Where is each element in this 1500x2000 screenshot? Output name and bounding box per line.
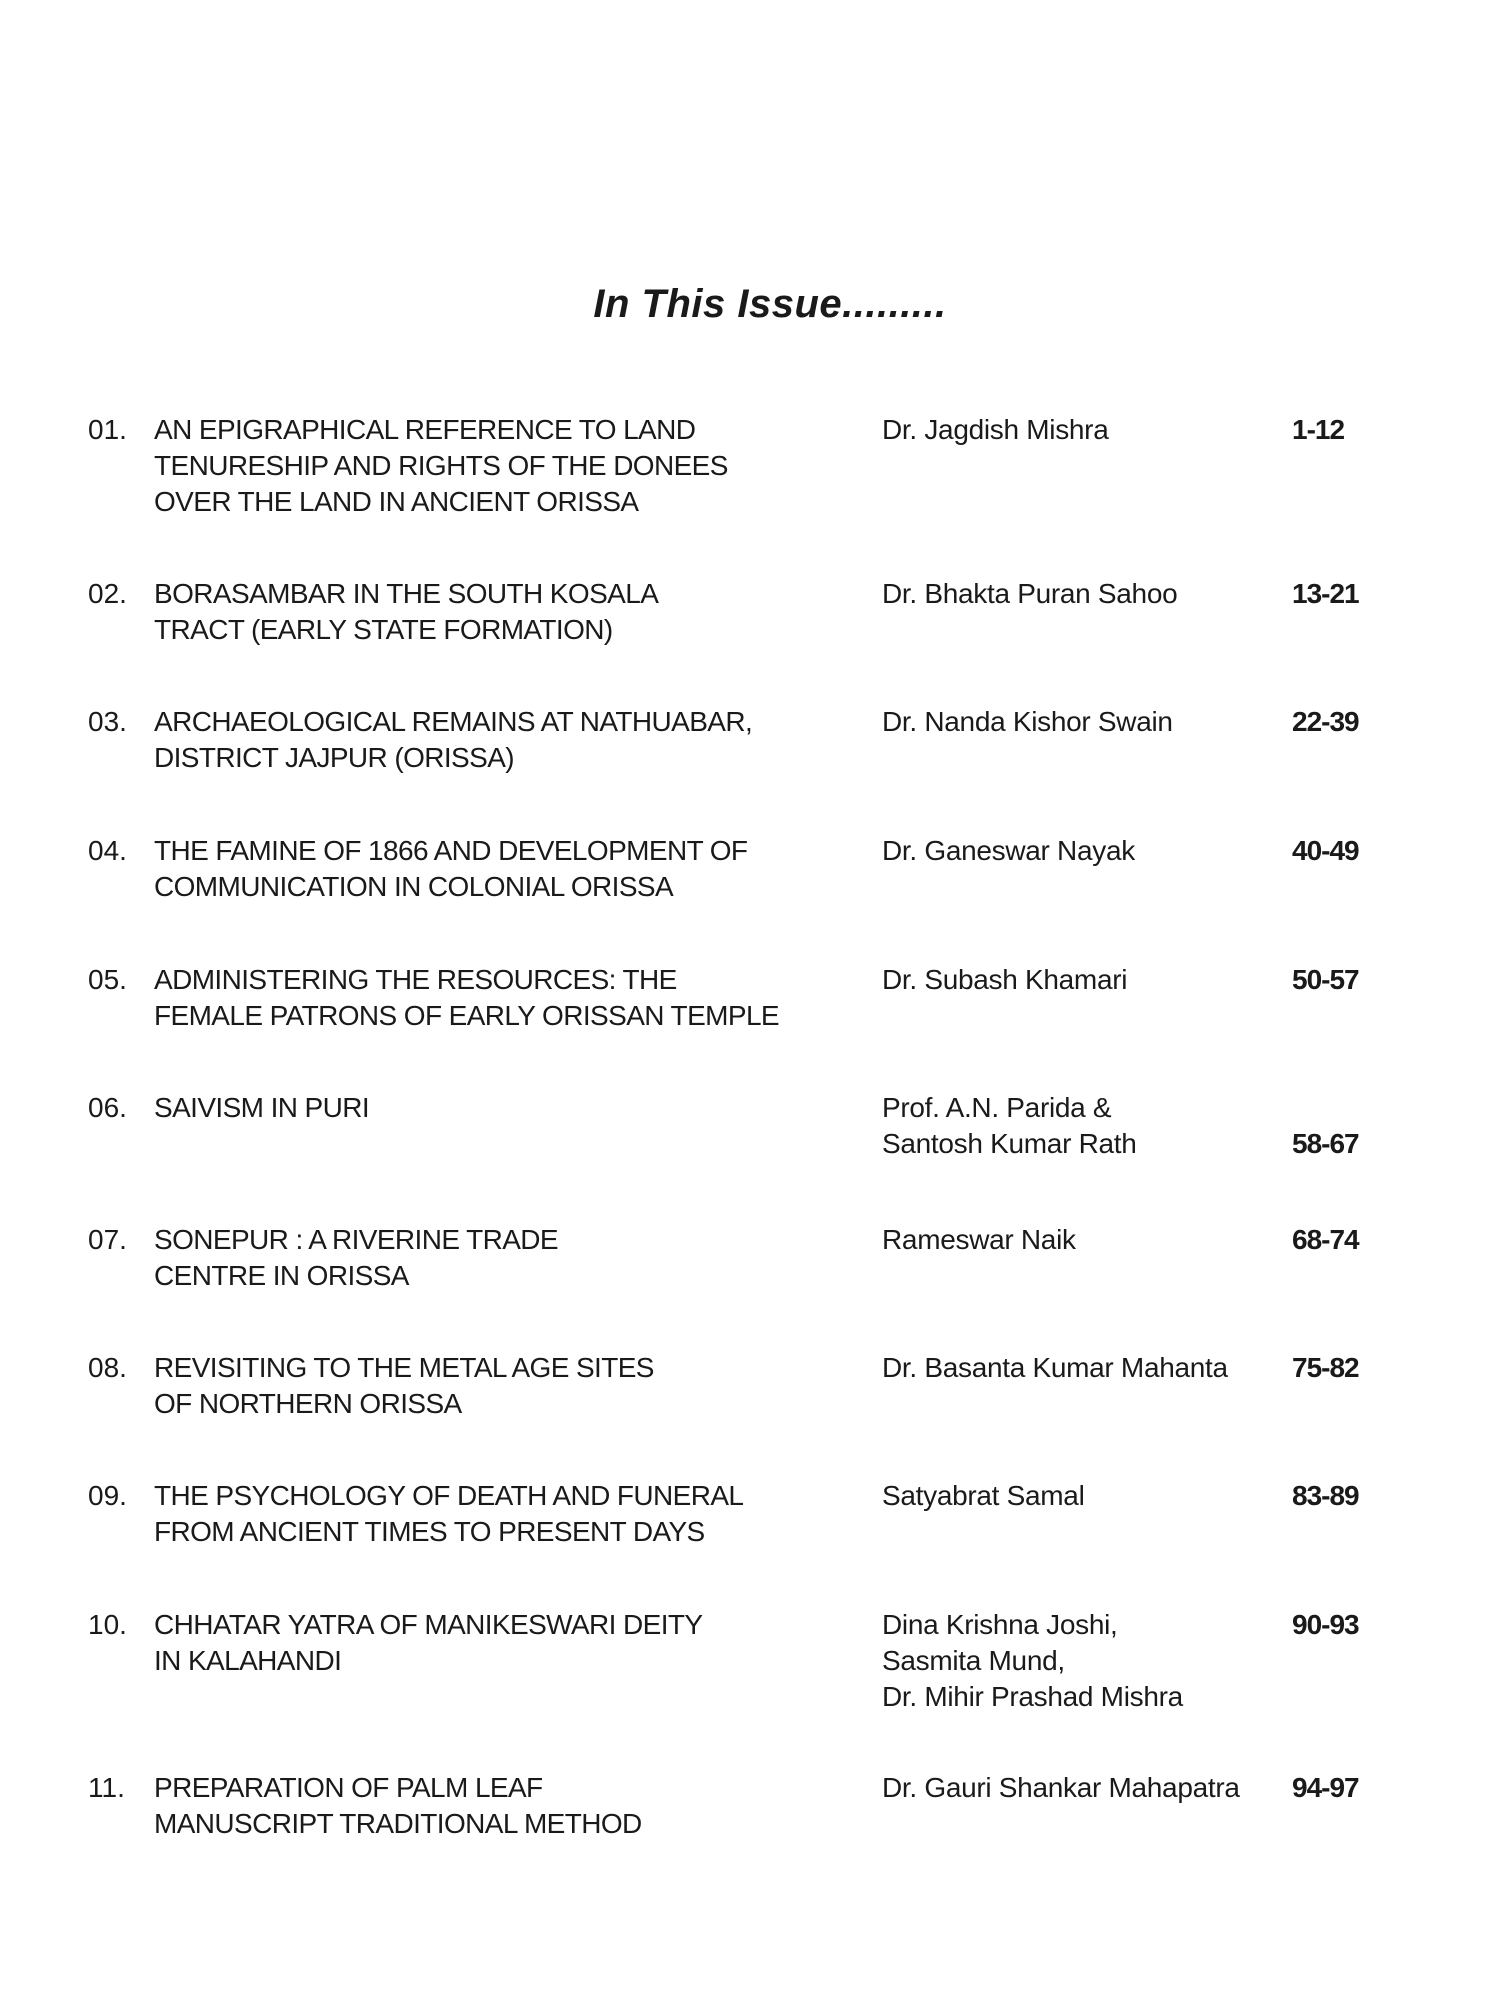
entry-title: PREPARATION OF PALM LEAF MANUSCRIPT TRADITIONAL METHOD bbox=[154, 1772, 642, 1839]
entry-author: Dr. Jagdish Mishra bbox=[882, 414, 1109, 445]
entry-pages: 58-67 bbox=[1292, 1128, 1359, 1159]
entry-pages: 50-57 bbox=[1292, 964, 1359, 995]
entry-number: 05. bbox=[88, 964, 127, 995]
page-title: In This Issue......... bbox=[593, 282, 947, 326]
entry-number: 06. bbox=[88, 1092, 127, 1123]
entry-pages: 13-21 bbox=[1292, 578, 1359, 609]
entry-number: 09. bbox=[88, 1480, 127, 1511]
entry-title: ARCHAEOLOGICAL REMAINS AT NATHUABAR, DISTRICT JAJPUR (ORISSA) bbox=[154, 706, 753, 773]
entry-pages: 68-74 bbox=[1292, 1224, 1359, 1255]
entry-number: 10. bbox=[88, 1609, 127, 1640]
entry-author: Dr. Basanta Kumar Mahanta bbox=[882, 1352, 1228, 1383]
entry-author: Dr. Gauri Shankar Mahapatra bbox=[882, 1772, 1240, 1803]
entry-pages: 83-89 bbox=[1292, 1480, 1359, 1511]
entry-author: Dr. Ganeswar Nayak bbox=[882, 835, 1135, 866]
entry-title: THE PSYCHOLOGY OF DEATH AND FUNERAL FROM ANCIENT TIMES TO PRESENT DAYS bbox=[154, 1480, 744, 1547]
entry-pages: 75-82 bbox=[1292, 1352, 1359, 1383]
entry-number: 01. bbox=[88, 414, 127, 445]
entry-title: SONEPUR : A RIVERINE TRADE CENTRE IN ORISSA bbox=[154, 1224, 558, 1291]
entry-author: Dr. Bhakta Puran Sahoo bbox=[882, 578, 1178, 609]
entry-pages: 40-49 bbox=[1292, 835, 1359, 866]
entry-pages: 94-97 bbox=[1292, 1772, 1359, 1803]
entry-title: CHHATAR YATRA OF MANIKESWARI DEITY IN KALAHANDI bbox=[154, 1609, 703, 1676]
entry-author: Dina Krishna Joshi, Sasmita Mund, Dr. Mihir Prashad Mishra bbox=[882, 1609, 1183, 1712]
entry-author: Satyabrat Samal bbox=[882, 1480, 1085, 1511]
entry-pages: 90-93 bbox=[1292, 1609, 1359, 1640]
entry-title: REVISITING TO THE METAL AGE SITES OF NORTHERN ORISSA bbox=[154, 1352, 654, 1419]
entry-title: AN EPIGRAPHICAL REFERENCE TO LAND TENURESHIP AND RIGHTS OF THE DONEES OVER THE LAND IN ANCIENT ORISSA bbox=[154, 414, 728, 517]
entry-title: SAIVISM IN PURI bbox=[154, 1092, 370, 1123]
entry-number: 02. bbox=[88, 578, 127, 609]
entry-number: 11. bbox=[88, 1772, 125, 1803]
entry-title: ADMINISTERING THE RESOURCES: THE FEMALE PATRONS OF EARLY ORISSAN TEMPLE bbox=[154, 964, 779, 1031]
entry-number: 04. bbox=[88, 835, 127, 866]
entry-title: BORASAMBAR IN THE SOUTH KOSALA TRACT (EARLY STATE FORMATION) bbox=[154, 578, 659, 645]
entry-pages: 22-39 bbox=[1292, 706, 1359, 737]
entry-number: 08. bbox=[88, 1352, 127, 1383]
entry-pages: 1-12 bbox=[1292, 414, 1345, 445]
entry-author: Dr. Subash Khamari bbox=[882, 964, 1128, 995]
entry-number: 07. bbox=[88, 1224, 127, 1255]
entry-title: THE FAMINE OF 1866 AND DEVELOPMENT OF COMMUNICATION IN COLONIAL ORISSA bbox=[154, 835, 748, 902]
entry-author: Rameswar Naik bbox=[882, 1224, 1076, 1255]
entry-author: Prof. A.N. Parida & Santosh Kumar Rath bbox=[882, 1092, 1137, 1159]
entry-number: 03. bbox=[88, 706, 127, 737]
entry-author: Dr. Nanda Kishor Swain bbox=[882, 706, 1173, 737]
